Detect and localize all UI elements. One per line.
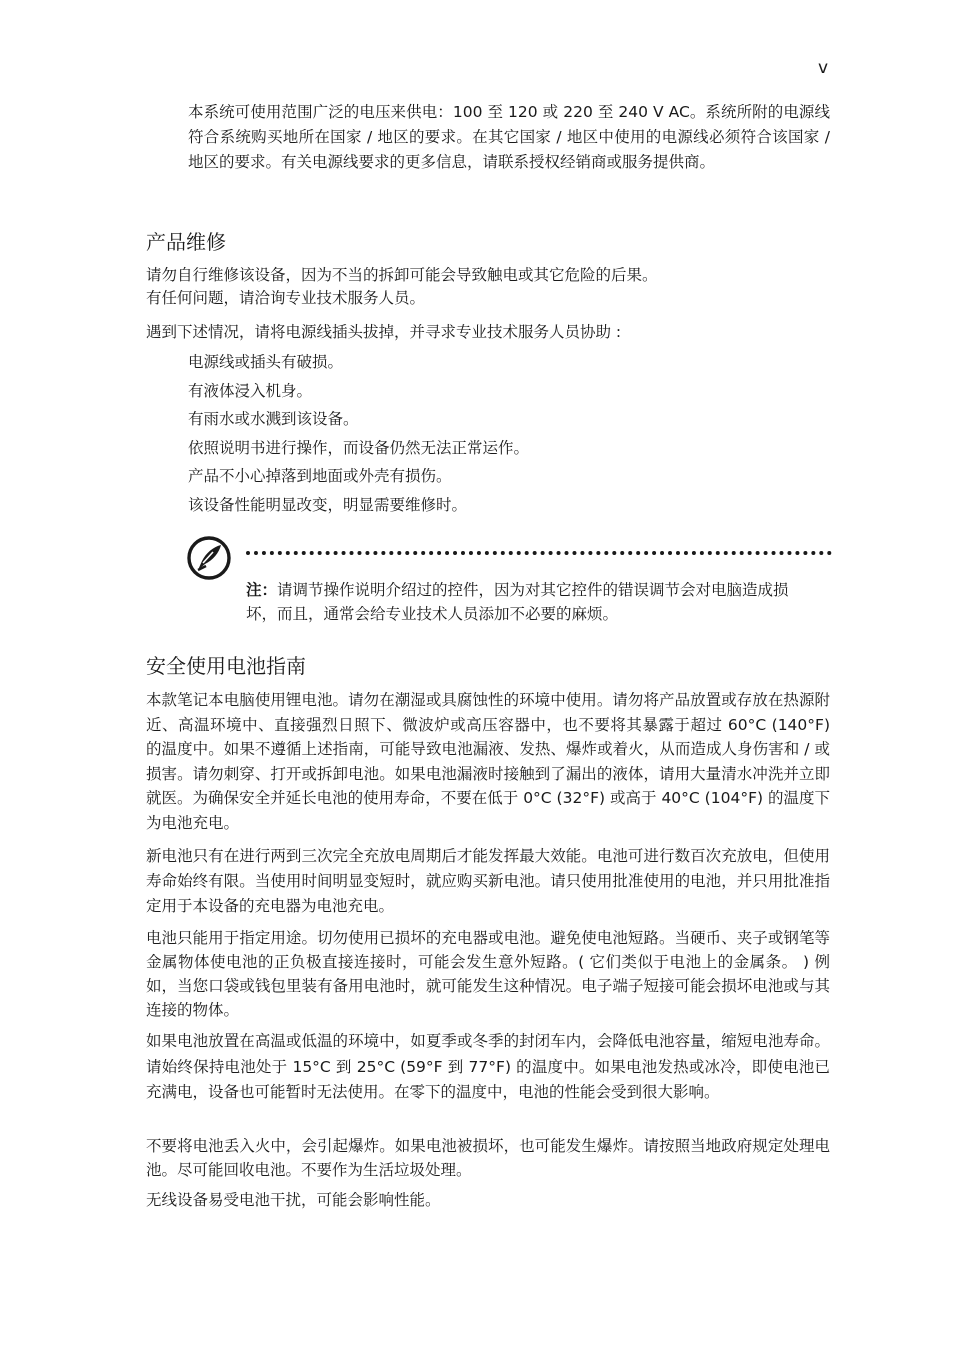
- list-item: 有液体浸入机身。: [188, 381, 313, 400]
- product-service-heading: 产品维修: [146, 230, 226, 254]
- list-item: 有雨水或水溅到该设备。: [188, 410, 359, 429]
- battery-paragraph: 如果电池放置在高温或低温的环境中，如夏季或冬季的封闭车内，会降低电池容量，缩短电池寿命。请始终保持电池处于 15°C 到 25°C (59°F 到 77°F) 的温度中。如果电池发热或冰冷，即使电池已充满电，设备也可能暂时无法使用。在零下的温度中，电池的性能会受到很大影响。: [146, 1032, 830, 1101]
- service-warning-line-2: 有任何问题，请洽询专业技术服务人员。: [146, 289, 426, 307]
- service-warning-line-1: 请勿自行维修该设备，因为不当的拆卸可能会导致触电或其它危险的后果。: [146, 266, 658, 284]
- battery-paragraph: 无线设备易受电池干扰，可能会影响性能。: [146, 1191, 441, 1209]
- power-supply-paragraph: 本系统可使用范围广泛的电压来供电：100 至 120 或 220 至 240 V AC。系统所附的电源线符合系统购买地所在国家 / 地区的要求。在其它国家 / 地区中使用的电源线必须符合该国家 / 地区的要求。有关电源线要求的更多信息，请联系授权经销商或服务提供商。: [188, 103, 830, 171]
- battery-paragraph: 本款笔记本电脑使用锂电池。请勿在潮湿或具腐蚀性的环境中使用。请勿将产品放置或存放在热源附近、高温环境中、直接强烈日照下、微波炉或高压容器中，也不要将其暴露于超过 60°C (140°F) 的温度中。如果不遵循上述指南，可能导致电池漏液、发热、爆炸或着火，从而造成人身伤害和 / 或损害。请勿刺穿、打开或拆卸电池。如果电池漏液时接触到了漏出的液体，请用大量清水冲洗并立即就医。为确保安全并延长电池的使用寿命，不要在低于 0°C (32°F) 或高于 40°C (104°F) 的温度下为电池充电。: [146, 691, 830, 832]
- battery-safety-heading: 安全使用电池指南: [146, 654, 306, 678]
- pen-note-icon: [186, 535, 232, 581]
- list-item: 产品不小心掉落到地面或外壳有损伤。: [188, 467, 452, 486]
- note-body: 请调节操作说明介绍过的控件，因为对其它控件的错误调节会对电脑造成损坏，而且，通常会给专业技术人员添加不必要的麻烦。: [246, 581, 789, 623]
- note-text: [246, 578, 816, 626]
- list-item: 电源线或插头有破损。: [188, 353, 344, 371]
- list-item: 该设备性能明显改变，明显需要维修时。: [188, 495, 468, 514]
- list-item: 依照说明书进行操作，而设备仍然无法正常运作。: [188, 438, 530, 457]
- battery-paragraph: 电池只能用于指定用途。切勿使用已损坏的充电器或电池。避免使电池短路。当硬币、夹子或钢笔等金属物体使电池的正负极直接连接时，可能会发生意外短路。( 它们类似于电池上的金属条。 ) 例如，当您口袋或钱包里装有备用电池时，就可能发生这种情况。电子端子短接可能会损坏电池或与其连接的物体。: [146, 929, 830, 1019]
- page-number: v: [818, 58, 829, 78]
- battery-paragraph: 不要将电池丢入火中，会引起爆炸。如果电池被损坏，也可能发生爆炸。请按照当地政府规定处理电池。尽可能回收电池。不要作为生活垃圾处理。: [146, 1137, 830, 1179]
- note-label: 注：: [246, 581, 278, 599]
- note-divider: [246, 551, 832, 555]
- battery-paragraph: 新电池只有在进行两到三次完全充放电周期后才能发挥最大效能。电池可进行数百次充放电，但使用寿命始终有限。当使用时间明显变短时，就应购买新电池。请只使用批准使用的电池，并只用批准指定用于本设备的充电器为电池充电。: [146, 847, 830, 915]
- service-warning-paragraph: [146, 264, 836, 310]
- service-conditions-list: [188, 348, 529, 520]
- unplug-conditions-intro: 遇到下述情况，请将电源线插头拔掉，并寻求专业技术服务人员协助 :: [146, 323, 622, 341]
